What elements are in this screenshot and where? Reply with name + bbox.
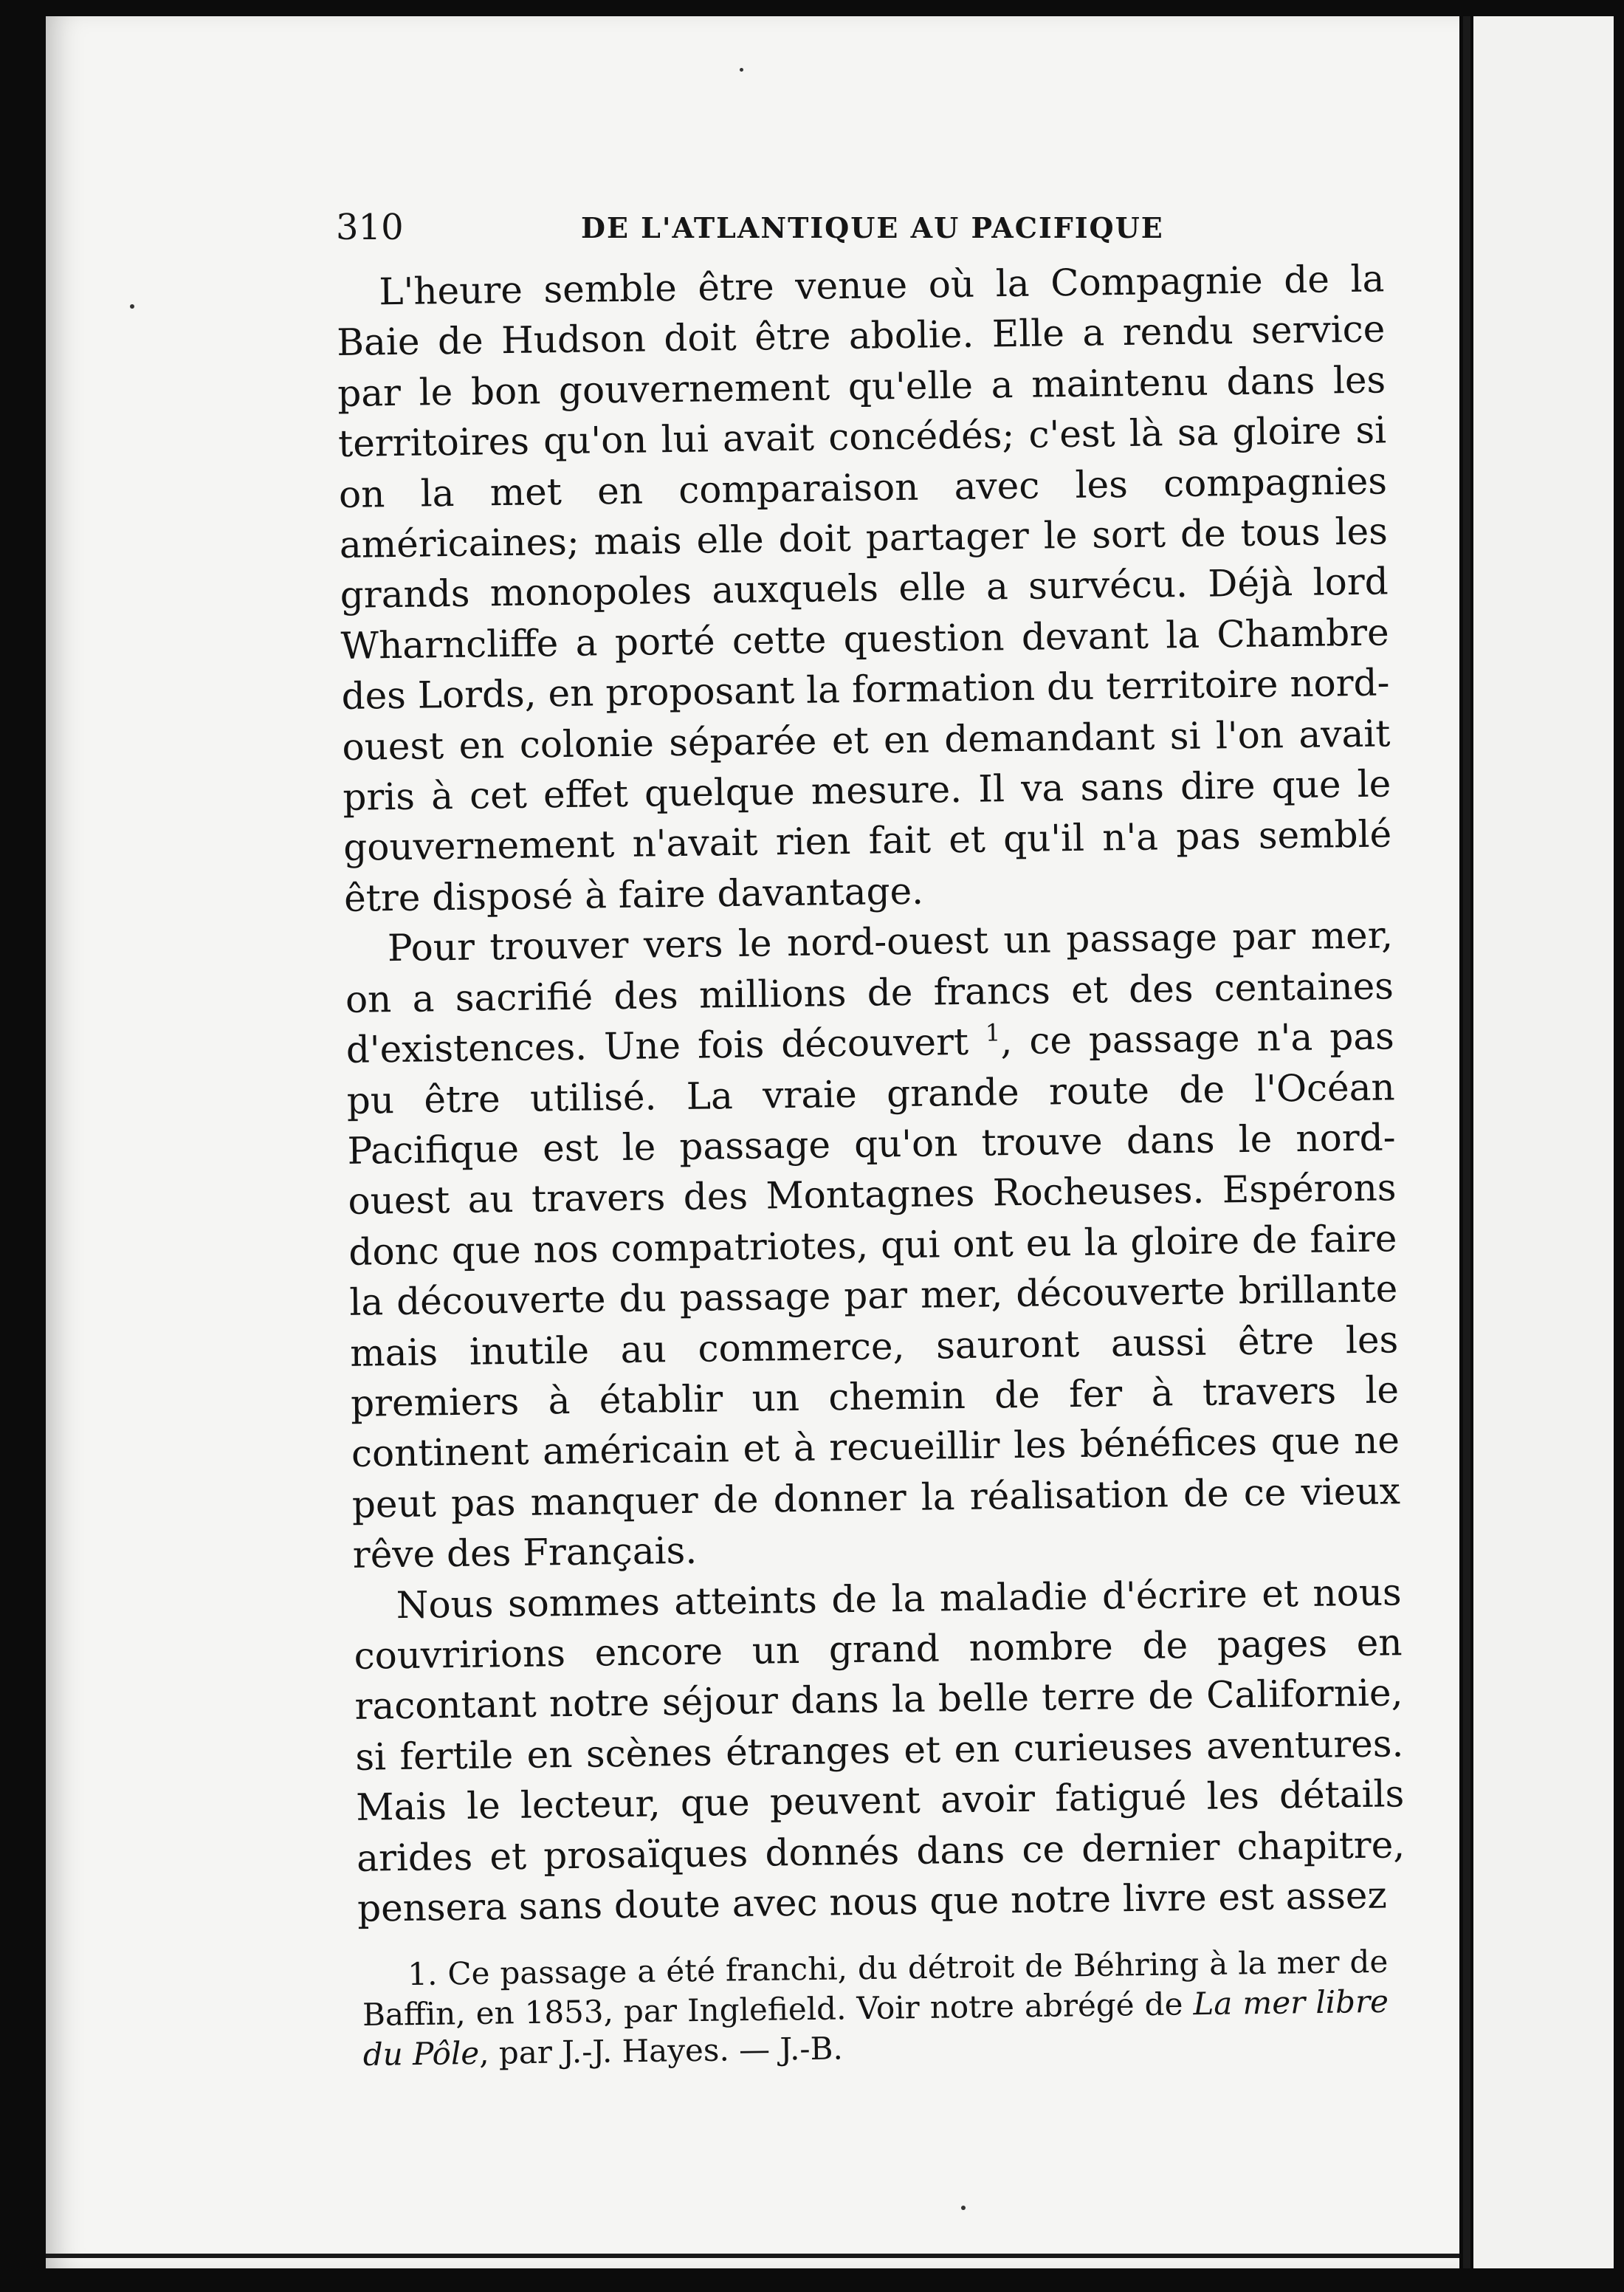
- running-header: [336, 207, 1384, 251]
- scan-speck: [740, 68, 743, 72]
- footnote-reference: 1: [985, 1018, 1001, 1047]
- page-number: 310: [336, 207, 404, 248]
- paragraph-3: Nous sommes atteints de la maladie d'écrire et nous couvririons encore un grand nombre de pages en racontant notre séjour dans la belle terre de Californie, si fertile en scènes étranges et en curieuses aventures. Mais le lecteur, que peuvent avoir fatigué les détails arides et prosaïques donnés dans ce dernier chapitre, pensera sans doute avec nous que notre livre est assez: [354, 1570, 1405, 1930]
- scan-speck: [130, 304, 134, 309]
- footnote-author: , par J.-J. Hayes. — J.-B.: [478, 2030, 844, 2071]
- paragraph-2-part-1: Pour trouver vers le nord-ouest un passage par mer, on a sacrifié des millions de francs et des centaines d'existences. Une fois découvert: [345, 913, 1394, 1072]
- body-text: [336, 253, 1405, 1934]
- running-title: DE L'ATLANTIQUE AU PACIFIQUE: [581, 211, 1164, 244]
- footnote-marker: 1.: [407, 1955, 438, 1993]
- paragraph-1: L'heure semble être venue où la Compagnie de la Baie de Hudson doit être abolie. Elle a rendu service par le bon gouvernement qu'elle a maintenu dans les territoires qu'on lui avait concédés; c'est là sa gloire si on la met en comparaison avec les compagnies américaines; mais elle doit partager le sort de tous les grands monopoles auxquels elle a survécu. Déjà lord Wharncliffe a porté cette question devant la Chambre des Lords, en proposant la formation du territoire nord-ouest en colonie séparée et en demandant si l'on avait pris à cet effet quelque mesure. Il va sans dire que le gouvernement n'avait rien fait et qu'il n'a pas semblé être disposé à faire davantage.: [336, 257, 1392, 920]
- page-bottom-edge: [46, 2254, 1459, 2258]
- footnote-book-title: La mer libre du Pôle: [362, 1983, 1389, 2073]
- scan-speck: [961, 2206, 966, 2210]
- footnote: [362, 1942, 1389, 2075]
- page-gutter: [1463, 16, 1470, 2268]
- footnote-text: Ce passage a été franchi, du détroit de Béhring à la mer de Baffin, en 1853, par Inglefield. Voir notre abrégé de: [362, 1943, 1389, 2033]
- paragraph-2-part-2: , ce passage n'a pas pu être utilisé. La vraie grande route de l'Océan Pacifique est le passage qu'on trouve dans le nord-ouest au travers des Montagnes Rocheuses. Espérons donc que nos compatriotes, qui ont eu la gloire de faire la découverte du passage par mer, découverte brillante mais inutile au commerce, sauront aussi être les premiers à établir un chemin de fer à travers le continent américain et à recueillir les bénéfices que ne peut pas manquer de donner la réalisation de ce vieux rêve des Français.: [346, 1015, 1401, 1577]
- facing-page-edge: [1473, 16, 1614, 2268]
- paragraph-2: [345, 910, 1402, 1581]
